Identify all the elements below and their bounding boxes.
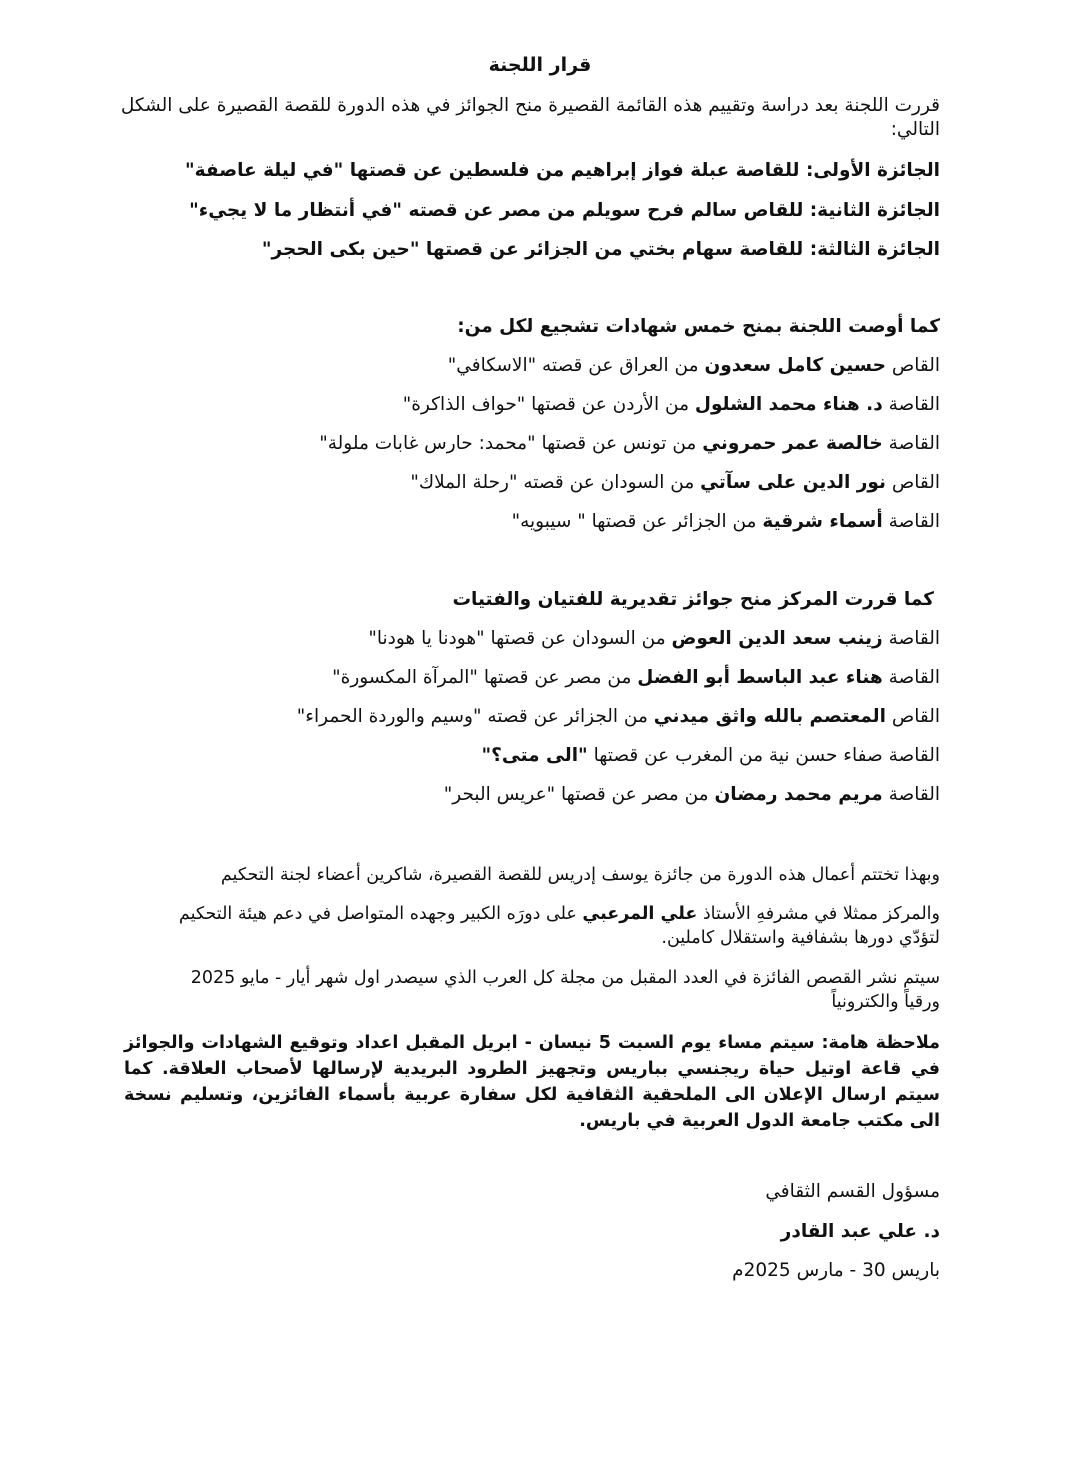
item-prefix: القاصة: [882, 511, 940, 532]
item-suffix: من الجزائر عن قصته "وسيم والوردة الحمراء": [296, 706, 654, 727]
item-name: حسين كامل سعدون: [704, 355, 886, 376]
item-name: أسماء شرقية: [762, 511, 883, 532]
item-suffix: من السودان عن قصته "رحلة الملاك": [410, 472, 701, 493]
item-name: د. هناء محمد الشلول: [694, 394, 883, 415]
intro-paragraph-cont: التالي:: [890, 119, 940, 140]
closing-prefix: والمركز ممثلا في مشرفهِ الأستاذ: [697, 904, 940, 924]
certificate-item: [124, 433, 940, 455]
item-prefix: القاص: [885, 706, 940, 727]
closing-suffix: على دورَه الكبير وجهده المتواصل في دعم هيئة التحكيم: [178, 904, 583, 924]
closing-paragraph-2-cont: لتؤدّي دورها بشفافية واستقلال كاملين.: [661, 928, 940, 948]
item-suffix: من الأردن عن قصتها "حواف الذاكرة": [402, 394, 695, 415]
item-suffix: من العراق عن قصته "الاسكافي": [447, 355, 705, 376]
supervisor-name: علي المرعبي: [582, 904, 698, 924]
item-suffix: من مصر عن قصتها "عريس البحر": [443, 784, 715, 805]
item-title: "الى متى؟": [481, 745, 588, 766]
youth-item: [124, 745, 940, 767]
item-prefix: القاص: [885, 472, 940, 493]
item-name: زينب سعد الدين العوض: [671, 628, 883, 649]
closing-paragraph: وبهذا تختتم أعمال هذه الدورة من جائزة يوسف إدريس للقصة القصيرة، شاكرين أعضاء لجنة التحكيم: [220, 865, 940, 885]
item-prefix: القاصة: [882, 667, 940, 688]
prize-text: للقاص سالم فرح سويلم من مصر عن قصته "في أنتظار ما لا يجيء": [189, 200, 810, 221]
certificate-item: [124, 511, 940, 533]
intro-paragraph: قررت اللجنة بعد دراسة وتقييم هذه القائمة القصيرة منح الجوائز في هذه الدورة للقصة القصيرة على الشكل: [120, 95, 940, 116]
prize-text: للقاصة عبلة فواز إبراهيم من فلسطين عن قصتها "في ليلة عاصفة": [185, 160, 806, 181]
publish-paragraph: سيتم نشر القصص الفائزة في العدد المقبل من مجلة كل العرب الذي سيصدر اول شهر أيار - مايو 2025: [190, 968, 940, 988]
signature-role: مسؤول القسم الثقافي: [765, 1181, 940, 1202]
item-name: المعتصم بالله واثق ميدني: [653, 706, 886, 727]
prize-second: [124, 200, 940, 222]
item-name: مريم محمد رمضان: [714, 784, 883, 805]
youth-item: [124, 667, 940, 689]
prize-label: الجائزة الثالثة:: [809, 239, 940, 260]
item-suffix: من تونس عن قصتها "محمد: حارس غابات ملولة": [319, 433, 703, 454]
prize-label: الجائزة الثانية:: [809, 200, 940, 221]
certificate-item: [124, 394, 940, 416]
signature-date: باريس 30 - مارس 2025م: [732, 1260, 940, 1281]
prize-first: [124, 160, 940, 182]
item-name: هناء عبد الباسط أبو الفضل: [637, 667, 883, 688]
item-prefix: القاصة صفاء حسن نية من المغرب عن قصتها: [587, 745, 940, 766]
youth-item: [124, 628, 940, 650]
prize-text: للقاصة سهام بختي من الجزائر عن قصتها "حين بكى الحجر": [261, 239, 810, 260]
important-note: ملاحظة هامة: سيتم مساء يوم السبت 5 نيسان - ابريل المقبل اعداد وتوقيع الشهادات والجوائز في قاعة اوتيل حياة ريجنسي بباريس وتجهيز الطرود البريدية لإرسالها لأصحاب العلاقة. كما سيتم ارسال الإعلان الى الملحقية الثقافية لكل سفارة عربية بأسماء الفائزين، وتسليم نسخة الى مكتب جامعة الدول العربية في باريس.: [124, 1033, 940, 1131]
item-suffix: من الجزائر عن قصتها " سيبويه": [511, 511, 763, 532]
youth-item: [124, 784, 940, 806]
item-prefix: القاص: [885, 355, 940, 376]
certificates-heading: كما أوصت اللجنة بمنح خمس شهادات تشجيع لكل من:: [457, 316, 940, 337]
item-suffix: من السودان عن قصتها "هودنا يا هودنا": [368, 628, 672, 649]
document-title: قرار اللجنة: [488, 54, 592, 76]
certificate-item: [124, 355, 940, 377]
item-prefix: القاصة: [882, 628, 940, 649]
item-name: نور الدين على سآتي: [700, 472, 886, 493]
certificate-item: [124, 472, 940, 494]
closing-paragraph-2: [124, 903, 940, 925]
item-prefix: القاصة: [882, 433, 940, 454]
signature-name: د. علي عبد القادر: [780, 1221, 940, 1242]
item-prefix: القاصة: [882, 784, 940, 805]
prize-label: الجائزة الأولى:: [805, 160, 940, 181]
item-suffix: من مصر عن قصتها "المرآة المكسورة": [332, 667, 638, 688]
youth-item: [124, 706, 940, 728]
item-name: خالصة عمر حمروني: [702, 433, 883, 454]
item-prefix: القاصة: [882, 394, 940, 415]
youth-heading: كما قررت المركز منح جوائز تقديرية للفتيان والفتيات: [452, 589, 934, 610]
publish-paragraph-cont: ورقياً والكترونياً: [831, 992, 940, 1012]
prize-third: [124, 239, 940, 261]
